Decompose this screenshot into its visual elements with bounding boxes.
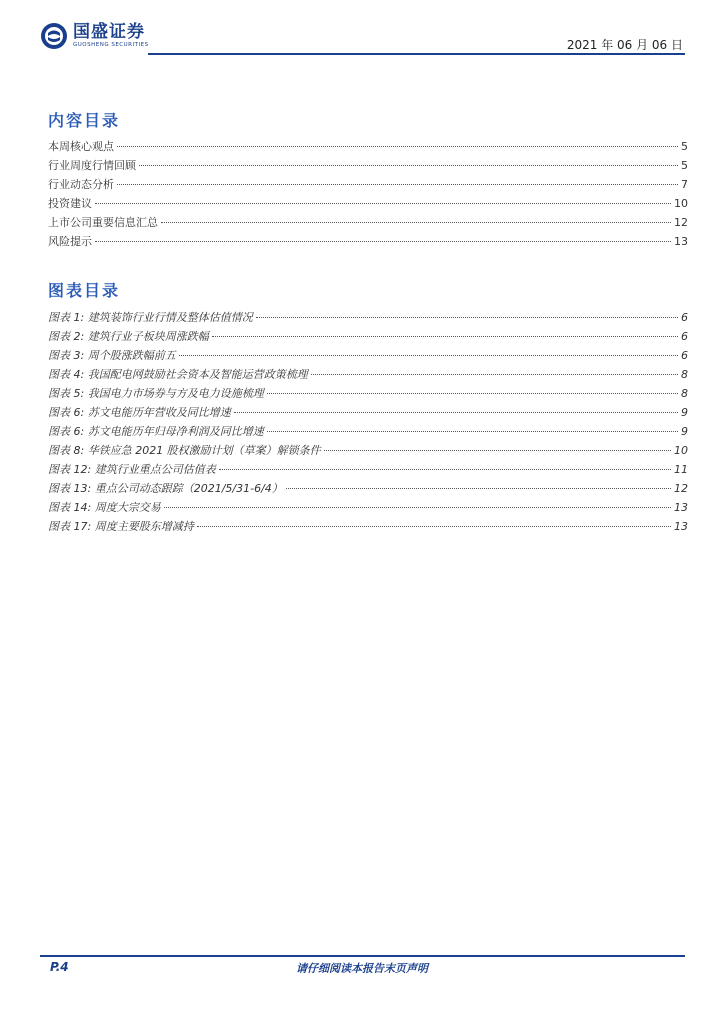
figure-item[interactable]: [48, 442, 688, 461]
figure-item-label: 图表 3: 周个股涨跌幅前五: [48, 349, 176, 362]
leader-dots: [95, 241, 671, 242]
footer-divider: [40, 955, 685, 957]
figure-item-page: 6: [681, 330, 688, 343]
page-header: [40, 20, 685, 56]
toc-item-page: 13: [674, 235, 688, 248]
figure-item-page: 12: [674, 482, 688, 495]
figure-item[interactable]: [48, 404, 688, 423]
company-logo: [40, 22, 149, 50]
leader-dots: [311, 374, 678, 375]
figure-item[interactable]: [48, 518, 688, 537]
leader-dots: [161, 222, 671, 223]
toc-item-label: 投资建议: [48, 197, 92, 210]
figure-item[interactable]: [48, 309, 688, 328]
report-date: 2021 年 06 月 06 日: [566, 38, 683, 52]
figure-item[interactable]: [48, 366, 688, 385]
figure-item-label: 图表 8: 华铁应急 2021 股权激励计划（草案）解锁条件: [48, 444, 321, 457]
figure-item-label: 图表 2: 建筑行业子板块周涨跌幅: [48, 330, 209, 343]
toc-item-page: 7: [681, 178, 688, 191]
figure-item-page: 6: [681, 311, 688, 324]
toc-item-label: 本周核心观点: [48, 140, 114, 153]
figure-item-label: 图表 17: 周度主要股东增减持: [48, 520, 194, 533]
figure-item-page: 13: [674, 520, 688, 533]
figure-item-label: 图表 13: 重点公司动态跟踪（2021/5/31-6/4）: [48, 482, 283, 495]
leader-dots: [267, 393, 678, 394]
toc-item[interactable]: [48, 233, 688, 252]
toc-item-label: 上市公司重要信息汇总: [48, 216, 158, 229]
figure-item[interactable]: [48, 385, 688, 404]
figure-item-page: 13: [674, 501, 688, 514]
footer-disclaimer: 请仔细阅读本报告末页声明: [296, 962, 428, 975]
figure-item-label: 图表 6: 苏文电能历年归母净利润及同比增速: [48, 425, 264, 438]
figure-item[interactable]: [48, 347, 688, 366]
logo-chinese-name: 国盛证券: [73, 22, 145, 42]
leader-dots: [212, 336, 678, 337]
leader-dots: [234, 412, 678, 413]
toc-item[interactable]: [48, 195, 688, 214]
toc-item[interactable]: [48, 138, 688, 157]
contents-list: [48, 138, 688, 252]
leader-dots: [197, 526, 671, 527]
figure-item-label: 图表 12: 建筑行业重点公司估值表: [48, 463, 216, 476]
leader-dots: [164, 507, 671, 508]
leader-dots: [95, 203, 671, 204]
toc-item-label: 风险提示: [48, 235, 92, 248]
figure-item-label: 图表 4: 我国配电网鼓励社会资本及智能运营政策梳理: [48, 368, 308, 381]
figure-item-page: 10: [674, 444, 688, 457]
figure-item[interactable]: [48, 328, 688, 347]
toc-item-page: 12: [674, 216, 688, 229]
figure-item[interactable]: [48, 423, 688, 442]
toc-item-page: 5: [681, 159, 688, 172]
toc-item[interactable]: [48, 157, 688, 176]
figure-item-label: 图表 5: 我国电力市场券与方及电力设施梳理: [48, 387, 264, 400]
page-number: P.4: [50, 960, 69, 974]
leader-dots: [267, 431, 678, 432]
figure-item-label: 图表 6: 苏文电能历年营收及同比增速: [48, 406, 231, 419]
figure-item-label: 图表 1: 建筑装饰行业行情及整体估值情况: [48, 311, 253, 324]
toc-item-page: 10: [674, 197, 688, 210]
logo-english-name: GUOSHENG SECURITIES: [73, 42, 149, 48]
figure-item[interactable]: [48, 499, 688, 518]
leader-dots: [139, 165, 678, 166]
header-divider: [148, 53, 685, 55]
leader-dots: [286, 488, 671, 489]
toc-item-label: 行业周度行情回顾: [48, 159, 136, 172]
figure-item-page: 6: [681, 349, 688, 362]
leader-dots: [117, 184, 678, 185]
figure-item-page: 8: [681, 368, 688, 381]
toc-item-page: 5: [681, 140, 688, 153]
leader-dots: [324, 450, 671, 451]
figure-item-label: 图表 14: 周度大宗交易: [48, 501, 161, 514]
figure-item[interactable]: [48, 480, 688, 499]
figure-item-page: 8: [681, 387, 688, 400]
figures-title: 图表目录: [48, 281, 121, 300]
leader-dots: [179, 355, 678, 356]
toc-item-label: 行业动态分析: [48, 178, 114, 191]
leader-dots: [117, 146, 678, 147]
contents-title: 内容目录: [48, 111, 121, 130]
toc-item[interactable]: [48, 176, 688, 195]
figure-item-page: 9: [681, 425, 688, 438]
leader-dots: [219, 469, 671, 470]
figure-item[interactable]: [48, 461, 688, 480]
leader-dots: [256, 317, 678, 318]
toc-item[interactable]: [48, 214, 688, 233]
figure-item-page: 9: [681, 406, 688, 419]
figures-list: [48, 309, 688, 537]
figure-item-page: 11: [674, 463, 688, 476]
guosheng-logo-icon: [40, 22, 68, 50]
